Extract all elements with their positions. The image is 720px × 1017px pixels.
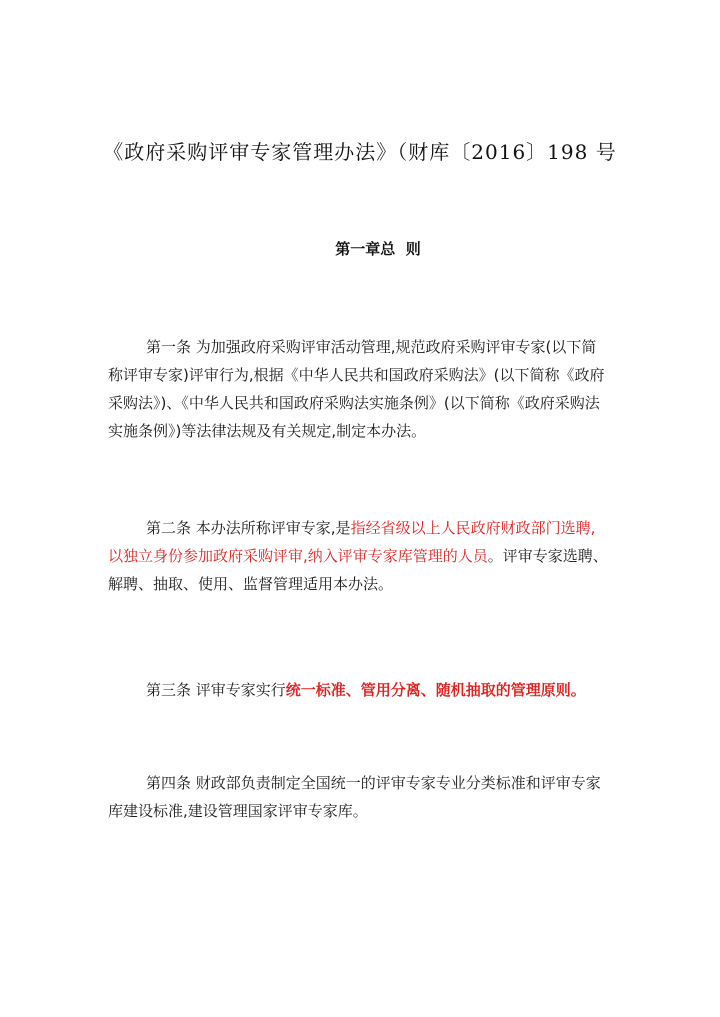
article-1 <box>108 333 608 445</box>
article-3 <box>108 676 608 704</box>
article-3-highlight: 统一标准、管用分离、随机抽取的管理原则。 <box>285 681 586 699</box>
article-2-text-after: 。评审专家选聘、解聘、抽取、使用、监督管理适用本办法。 <box>108 547 608 593</box>
article-2 <box>108 514 608 598</box>
chapter-heading: 第一章总 则 <box>335 240 421 258</box>
article-1-text: 为加强政府采购评审活动管理,规范政府采购评审专家(以下简称评审专家)评审行为,根据《中华人民共和国政府采购法》(以下简称《政府采购法》)、《中华人民共和国政府采购法实施条例》(以下简称《政府采购法实施条例》)等法律法规及有关规定,制定本办法。 <box>108 338 605 440</box>
article-3-text-before: 评审专家实行 <box>191 681 286 699</box>
article-3-label: 第三条 <box>146 681 192 699</box>
article-4-label: 第四条 <box>146 774 192 792</box>
article-2-highlight: 指经省级以上人民政府财政部门选聘,以独立身份参加政府采购评审,纳入评审专家库管理的人员 <box>108 519 596 565</box>
article-2-text-before: 本办法所称评审专家,是 <box>191 519 351 537</box>
article-4 <box>108 769 608 825</box>
article-1-label: 第一条 <box>146 338 192 356</box>
document-title: 《政府采购评审专家管理办法》（财库〔2016〕198 号 <box>103 140 617 164</box>
article-2-label: 第二条 <box>146 519 192 537</box>
article-4-text: 财政部负责制定全国统一的评审专家专业分类标准和评审专家库建设标准,建设管理国家评审专家库。 <box>108 774 601 820</box>
